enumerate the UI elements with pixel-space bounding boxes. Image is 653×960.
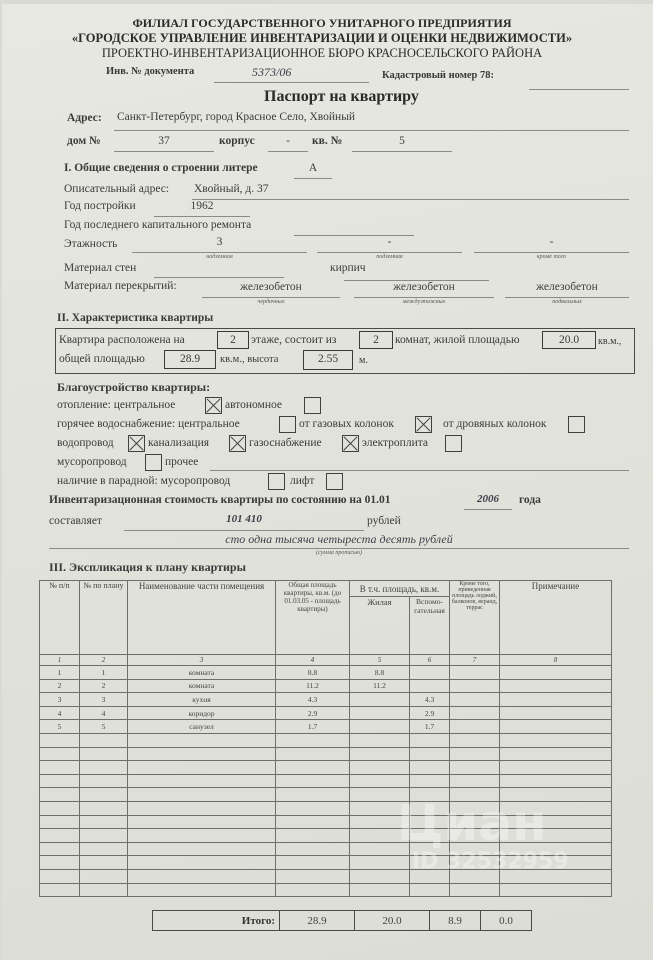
empty-cell — [410, 747, 450, 761]
header-extra-area: Кроме того, приведенная площадь лоджий, балконов, веранд, террас — [450, 581, 500, 655]
doc-no-value: 5373/06 — [252, 65, 292, 79]
cell-extra-area — [450, 706, 500, 720]
cell-total-area: 4.3 — [276, 693, 350, 707]
hot-water-central-checkbox[interactable] — [279, 416, 296, 433]
valuation-amount-words: сто одна тысяча четыреста десять рублей — [225, 532, 453, 546]
org-line-1: ФИЛИАЛ ГОСУДАРСТВЕННОГО УНИТАРНОГО ПРЕДПРИЯТИЯ — [132, 16, 512, 30]
cell-living-area — [350, 693, 410, 707]
house-value: 37 — [158, 135, 170, 147]
empty-cell — [80, 774, 128, 788]
empty-cell — [128, 801, 276, 815]
char-text-1: Квартира расположена на — [59, 334, 185, 346]
floors-label: Этажность — [64, 238, 118, 250]
table-row — [40, 706, 612, 720]
empty-cell — [128, 761, 276, 775]
empty-cell — [40, 815, 80, 829]
garbage-chute-label: мусоропровод — [57, 456, 127, 468]
empty-cell — [128, 815, 276, 829]
char-text-5: общей площадью — [59, 353, 145, 365]
cell-total-area: 2.9 — [276, 706, 350, 720]
cell-auxiliary-area — [410, 666, 450, 680]
cell-room-name: кухня — [128, 693, 276, 707]
empty-cell — [276, 747, 350, 761]
empty-cell — [350, 869, 410, 883]
valuation-text-4: рублей — [367, 515, 401, 527]
cell-living-area: 8.8 — [350, 666, 410, 680]
totals-living-area: 20.0 — [355, 911, 430, 931]
floors-extra-caption: кроме того — [536, 254, 567, 260]
hot-water-wood-label: от дровяных колонок — [443, 418, 547, 430]
empty-cell — [40, 788, 80, 802]
ceiling-inter-value: железобетон — [393, 281, 455, 293]
empty-cell — [276, 761, 350, 775]
empty-table-row — [40, 883, 612, 897]
empty-cell — [450, 761, 500, 775]
empty-cell — [276, 869, 350, 883]
floors-below-caption: подземная — [376, 254, 403, 260]
empty-cell — [128, 733, 276, 747]
electric-stove-checkbox[interactable] — [445, 435, 462, 452]
empty-cell — [350, 761, 410, 775]
cell-auxiliary-area: 4.3 — [410, 693, 450, 707]
empty-cell — [80, 788, 128, 802]
empty-cell — [276, 829, 350, 843]
section3-title: III. Экспликация к плану квартиры — [49, 560, 246, 574]
apt-value: 5 — [399, 135, 405, 147]
lift-label: лифт — [290, 475, 315, 487]
empty-cell — [450, 747, 500, 761]
valuation-text-3: составляет — [49, 515, 102, 527]
empty-cell — [128, 774, 276, 788]
house-label: дом № — [67, 135, 101, 147]
ceiling-attic-caption: чердачных — [257, 299, 285, 305]
empty-table-row — [40, 747, 612, 761]
empty-cell — [128, 788, 276, 802]
empty-cell — [40, 761, 80, 775]
electric-stove-label: электроплита — [362, 437, 428, 449]
lift-checkbox[interactable] — [326, 473, 343, 490]
empty-cell — [80, 856, 128, 870]
cell-row-number: 2 — [40, 679, 80, 693]
year-built-value: 1962 — [190, 200, 214, 212]
header-note: Примечание — [500, 581, 612, 655]
floors-above-caption: надземная — [206, 254, 233, 260]
empty-cell — [128, 856, 276, 870]
garbage-chute-checkbox[interactable] — [145, 454, 162, 471]
column-number: 4 — [276, 655, 350, 666]
walls-label: Материал стен — [64, 262, 137, 274]
heating-auto-label: автономное — [225, 399, 282, 411]
cell-row-number: 3 — [40, 693, 80, 707]
watermark-id: ID 32532959 — [412, 849, 569, 874]
empty-cell — [40, 747, 80, 761]
cell-living-area: 11.2 — [350, 679, 410, 693]
ceiling-inter-caption: междуэтажных — [402, 299, 446, 305]
empty-cell — [80, 733, 128, 747]
watermark-brand: Циан — [397, 794, 547, 852]
cell-plan-number: 5 — [80, 720, 128, 734]
empty-cell — [80, 829, 128, 843]
cell-auxiliary-area: 1.7 — [410, 720, 450, 734]
water-supply-label: водопровод — [57, 437, 114, 449]
empty-cell — [40, 842, 80, 856]
header-incl-area: В т.ч. площадь, кв.м. — [350, 581, 450, 597]
table-row — [40, 720, 612, 734]
valuation-year: 2006 — [477, 493, 499, 505]
ceiling-basement-value: железобетон — [536, 281, 598, 293]
totals-auxiliary-area: 8.9 — [430, 911, 481, 931]
desc-address-value: Хвойный, д. 37 — [194, 183, 269, 195]
cell-note — [500, 679, 612, 693]
empty-table-row — [40, 761, 612, 775]
heating-label: отопление: центральное — [57, 399, 176, 411]
header-total-area: Общая площадь квартиры, кв.м. (до 01.03.05 - площадь квартиры) — [276, 581, 350, 655]
cell-extra-area — [450, 720, 500, 734]
cell-room-name: коридор — [128, 706, 276, 720]
amenities-title: Благоустройство квартиры: — [57, 380, 211, 394]
column-number-row — [40, 655, 612, 666]
litera-value: А — [308, 162, 318, 174]
valuation-text-1: Инвентаризационная стоимость квартиры по состоянию на 01.01 — [49, 494, 391, 506]
walls-value: кирпич — [330, 262, 366, 274]
cell-total-area: 11.2 — [276, 679, 350, 693]
cell-row-number: 1 — [40, 666, 80, 680]
section2-title: II. Характеристика квартиры — [57, 312, 214, 324]
building-label: корпус — [219, 135, 255, 147]
header-room-name: Наименование части помещения — [128, 581, 276, 655]
empty-cell — [80, 842, 128, 856]
address-value: Санкт-Петербург, город Красное Село, Хвойный — [117, 111, 356, 123]
empty-cell — [276, 733, 350, 747]
cell-living-area — [350, 720, 410, 734]
sewer-label: канализация — [148, 437, 210, 449]
empty-cell — [500, 774, 612, 788]
empty-table-row — [40, 733, 612, 747]
empty-cell — [80, 815, 128, 829]
document-title: Паспорт на квартиру — [264, 88, 419, 105]
empty-cell — [500, 761, 612, 775]
cell-auxiliary-area: 2.9 — [410, 706, 450, 720]
floors-above-value: 3 — [216, 236, 223, 248]
empty-cell — [276, 883, 350, 897]
last-repair-label: Год последнего капитального ремонта — [64, 219, 252, 231]
empty-cell — [276, 801, 350, 815]
doc-no-label: Инв. № документа — [106, 66, 195, 77]
empty-cell — [276, 842, 350, 856]
cell-room-name: комната — [128, 679, 276, 693]
table-row — [40, 666, 612, 680]
gas-supply-label: газоснабжение — [249, 437, 322, 449]
empty-cell — [40, 883, 80, 897]
empty-cell — [40, 801, 80, 815]
empty-cell — [128, 883, 276, 897]
empty-cell — [500, 747, 612, 761]
gas-supply-checkbox[interactable] — [342, 435, 359, 452]
empty-table-row — [40, 774, 612, 788]
empty-cell — [80, 883, 128, 897]
totals-extra-area: 0.0 — [481, 911, 532, 931]
water-supply-checkbox[interactable] — [128, 435, 145, 452]
column-number: 8 — [500, 655, 612, 666]
empty-cell — [80, 801, 128, 815]
cell-plan-number: 1 — [80, 666, 128, 680]
column-number: 7 — [450, 655, 500, 666]
empty-cell — [128, 829, 276, 843]
hot-water-wood-checkbox[interactable] — [568, 416, 585, 433]
header-row-number: № п/п — [40, 581, 80, 655]
cell-plan-number: 3 — [80, 693, 128, 707]
heating-autonomous-checkbox[interactable] — [304, 397, 321, 414]
cell-total-area: 8.8 — [276, 666, 350, 680]
cell-note — [500, 666, 612, 680]
building-value: - — [286, 135, 290, 147]
cell-plan-number: 4 — [80, 706, 128, 720]
cell-total-area: 1.7 — [276, 720, 350, 734]
empty-cell — [276, 788, 350, 802]
section1-title: I. Общие сведения о строении литере — [64, 162, 258, 174]
table-row — [40, 679, 612, 693]
empty-cell — [276, 774, 350, 788]
cell-auxiliary-area — [410, 679, 450, 693]
empty-cell — [450, 774, 500, 788]
floors-below-value: - — [387, 236, 392, 248]
desc-address-label: Описательный адрес: — [64, 183, 170, 195]
empty-cell — [128, 747, 276, 761]
floors-extra-value: - — [549, 236, 554, 248]
header-plan-number: № по плану — [80, 581, 128, 655]
char-text-6: кв.м., высота — [220, 354, 279, 365]
sewer-checkbox[interactable] — [229, 435, 246, 452]
ceiling-attic-value: железобетон — [240, 281, 302, 293]
living-area-box: 20.0 — [542, 331, 596, 349]
cell-extra-area — [450, 679, 500, 693]
total-area-box: 28.9 — [164, 350, 216, 369]
column-number: 5 — [350, 655, 410, 666]
empty-cell — [40, 733, 80, 747]
empty-cell — [80, 747, 128, 761]
empty-cell — [40, 869, 80, 883]
empty-cell — [128, 869, 276, 883]
column-number: 6 — [410, 655, 450, 666]
cell-plan-number: 2 — [80, 679, 128, 693]
cell-note — [500, 720, 612, 734]
empty-cell — [80, 761, 128, 775]
empty-cell — [350, 733, 410, 747]
cell-extra-area — [450, 666, 500, 680]
column-number: 2 — [80, 655, 128, 666]
empty-cell — [40, 856, 80, 870]
hot-water-gas-checkbox[interactable] — [415, 416, 432, 433]
char-text-4: кв.м., — [598, 336, 622, 347]
cian-watermark-logo — [397, 794, 547, 852]
cell-room-name: санузел — [128, 720, 276, 734]
empty-cell — [500, 883, 612, 897]
empty-cell — [80, 869, 128, 883]
passport-document — [2, 4, 653, 960]
cell-room-name: комната — [128, 666, 276, 680]
cell-row-number: 5 — [40, 720, 80, 734]
empty-cell — [350, 747, 410, 761]
header-auxiliary: Вспомо-гательная — [410, 597, 450, 655]
empty-cell — [40, 829, 80, 843]
other-label: прочее — [165, 456, 199, 468]
empty-cell — [350, 883, 410, 897]
heating-central-checkbox[interactable] — [205, 397, 222, 414]
empty-cell — [350, 856, 410, 870]
ceiling-basement-caption: подвальных — [552, 299, 582, 305]
char-text-7: м. — [359, 355, 368, 366]
entrance-chute-checkbox[interactable] — [268, 473, 285, 490]
empty-cell — [350, 774, 410, 788]
empty-cell — [276, 815, 350, 829]
empty-cell — [276, 856, 350, 870]
amount-words-caption: (сумма прописью) — [316, 550, 362, 556]
cell-row-number: 4 — [40, 706, 80, 720]
rooms-box: 2 — [359, 331, 393, 349]
empty-cell — [410, 883, 450, 897]
height-box: 2.55 — [303, 350, 353, 370]
org-line-3: ПРОЕКТНО-ИНВЕНТАРИЗАЦИОННОЕ БЮРО КРАСНОСЕЛЬСКОГО РАЙОНА — [101, 46, 543, 60]
apt-label: кв. № — [312, 135, 343, 147]
entrance-chute-label: наличие в парадной: мусоропровод — [57, 475, 231, 487]
totals-row — [152, 910, 532, 931]
header-living: Жилая — [350, 597, 410, 655]
totals-label: Итого: — [153, 911, 280, 931]
valuation-text-2: года — [519, 494, 541, 506]
cell-note — [500, 706, 612, 720]
hot-water-label: горячее водоснабжение: центральное — [57, 418, 240, 430]
empty-cell — [410, 733, 450, 747]
column-number: 3 — [128, 655, 276, 666]
floor-box: 2 — [217, 331, 249, 349]
address-label: Адрес: — [67, 112, 102, 124]
cell-extra-area — [450, 693, 500, 707]
cadastral-label: Кадастровый номер 78: — [382, 70, 494, 81]
empty-cell — [450, 733, 500, 747]
empty-cell — [410, 774, 450, 788]
char-text-3: комнат, жилой площадью — [395, 334, 520, 346]
char-text-2: этаже, состоит из — [251, 334, 337, 346]
empty-cell — [410, 761, 450, 775]
column-number: 1 — [40, 655, 80, 666]
org-line-2: «ГОРОДСКОЕ УПРАВЛЕНИЕ ИНВЕНТАРИЗАЦИИ И ОЦЕНКИ НЕДВИЖИМОСТИ» — [71, 31, 573, 45]
totals-total-area: 28.9 — [280, 911, 355, 931]
year-built-label: Год постройки — [64, 200, 136, 212]
table-row — [40, 693, 612, 707]
empty-cell — [40, 774, 80, 788]
hot-water-gas-label: от газовых колонок — [299, 418, 394, 430]
empty-cell — [450, 883, 500, 897]
empty-cell — [128, 842, 276, 856]
empty-cell — [500, 733, 612, 747]
ceilings-label: Материал перекрытий: — [64, 280, 177, 292]
cell-living-area — [350, 706, 410, 720]
valuation-amount: 101 410 — [226, 513, 262, 525]
cell-note — [500, 693, 612, 707]
